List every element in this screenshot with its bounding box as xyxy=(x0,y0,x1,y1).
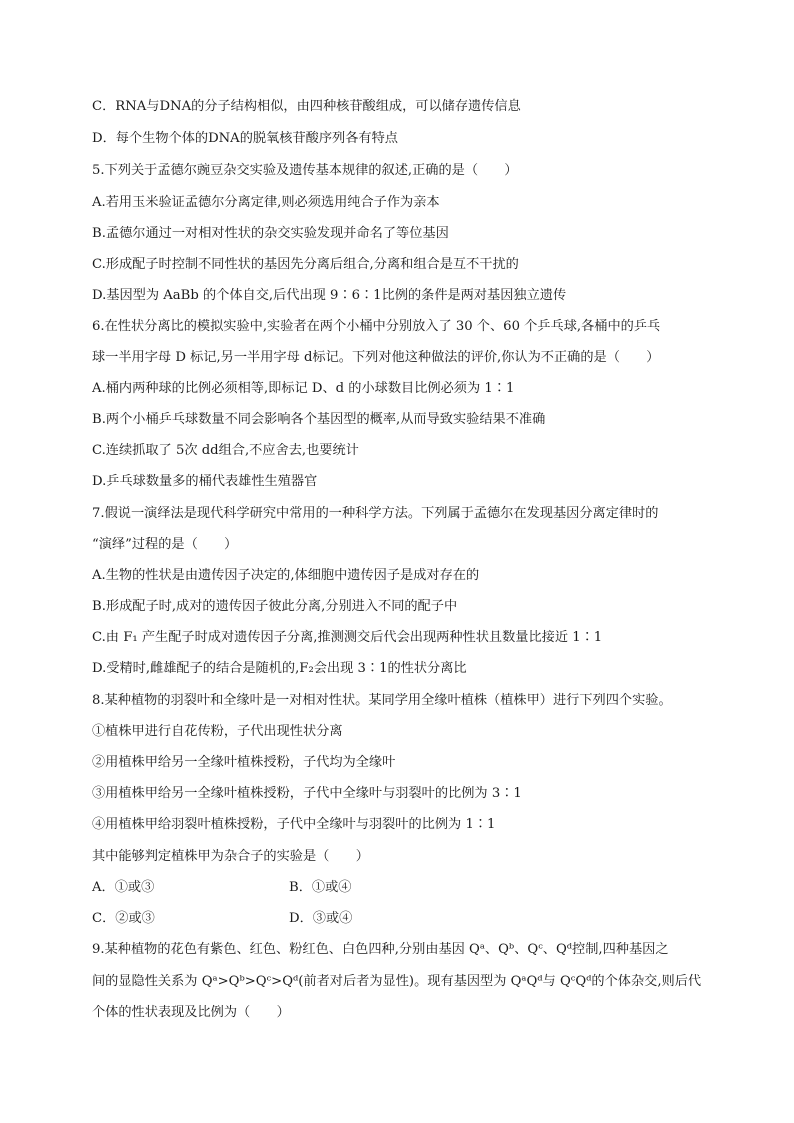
option-c-q6: C.连续抓取了 5次 dd组合,不应舍去,也要统计 xyxy=(92,443,359,458)
question-9-line-1: 9.某种植物的花色有紫色、红色、粉红色、白色四种,分别由基因 Qᵃ、Qᵇ、Qᶜ、Qᵈ控制,四种基因之 xyxy=(92,942,669,957)
option-a-q8: A．①或③ xyxy=(92,880,155,895)
option-d-q5: D.基因型为 AaBb 的个体自交,后代出现 9∶6∶1比例的条件是两对基因独立遗传 xyxy=(92,288,567,303)
option-d-q6: D.乒乓球数量多的桶代表雄性生殖器官 xyxy=(92,474,318,489)
question-5: 5.下列关于孟德尔豌豆杂交实验及遗传基本规律的叙述,正确的是（ ） xyxy=(92,163,518,178)
question-7-line-1: 7.假说一演绎法是现代科学研究中常用的一种科学方法。下列属于孟德尔在发现基因分离定律时的 xyxy=(92,506,659,521)
experiment-2: ②用植株甲给另一全缘叶植株授粉，子代均为全缘叶 xyxy=(92,755,396,770)
question-8-ask: 其中能够判定植株甲为杂合子的实验是（ ） xyxy=(92,849,369,864)
option-b-q8: B．①或④ xyxy=(289,880,352,895)
options-row-cd-q8 xyxy=(92,909,712,929)
option-a-q6: A.桶内两种球的比例必须相等,即标记 D、d 的小球数目比例必须为 1∶1 xyxy=(92,381,515,396)
question-6-line-1: 6.在性状分离比的模拟实验中,实验者在两个小桶中分别放入了 30 个、60 个乒乓球,各桶中的乒乓 xyxy=(92,319,661,334)
option-c-q5: C.形成配子时控制不同性状的基因先分离后组合,分离和组合是互不干扰的 xyxy=(92,257,519,272)
option-d-q8: D．③或④ xyxy=(289,911,353,926)
option-d-q7: D.受精时,雌雄配子的结合是随机的,F₂会出现 3∶1的性状分离比 xyxy=(92,661,467,676)
question-9-line-2: 间的显隐性关系为 Qᵃ>Qᵇ>Qᶜ>Qᵈ(前者对后者为显性)。现有基因型为 QᵃQᵈ与 QᶜQᵈ的个体杂交,则后代 xyxy=(92,974,702,989)
option-d-q4: D．每个生物个体的DNA的脱氧核苷酸序列各有特点 xyxy=(92,131,398,146)
question-7-line-2: “演绎”过程的是（ ） xyxy=(92,537,238,552)
question-6-line-2: 球一半用字母 D 标记,另一半用字母 d标记。下列对他这种做法的评价,你认为不正确的是（ ） xyxy=(92,350,660,365)
question-9-line-3: 个体的性状表现及比例为（ ） xyxy=(92,1005,290,1020)
option-b-q6: B.两个小桶乒乓球数量不同会影响各个基因型的概率,从而导致实验结果不准确 xyxy=(92,412,546,427)
option-a-q7: A.生物的性状是由遗传因子决定的,体细胞中遗传因子是成对存在的 xyxy=(92,568,480,583)
option-b-q5: B.孟德尔通过一对相对性状的杂交实验发现并命名了等位基因 xyxy=(92,226,449,241)
experiment-1: ①植株甲进行自花传粉，子代出现性状分离 xyxy=(92,724,343,739)
option-c-q4: C．RNA与DNA的分子结构相似，由四种核苷酸组成，可以储存遗传信息 xyxy=(92,99,521,114)
experiment-3: ③用植株甲给另一全缘叶植株授粉，子代中全缘叶与羽裂叶的比例为 3∶1 xyxy=(92,786,522,801)
option-a-q5: A.若用玉米验证孟德尔分离定律,则必须选用纯合子作为亲本 xyxy=(92,195,440,210)
option-b-q7: B.形成配子时,成对的遗传因子彼此分离,分别进入不同的配子中 xyxy=(92,599,458,614)
option-c-q7: C.由 F₁ 产生配子时成对遗传因子分离,推测测交后代会出现两种性状且数量比接近 1∶1 xyxy=(92,630,603,645)
options-row-ab-q8 xyxy=(92,878,712,898)
question-8: 8.某种植物的羽裂叶和全缘叶是一对相对性状。某同学用全缘叶植株（植株甲）进行下列四个实验。 xyxy=(92,693,672,708)
experiment-4: ④用植株甲给羽裂叶植株授粉，子代中全缘叶与羽裂叶的比例为 1∶1 xyxy=(92,817,496,832)
option-c-q8: C．②或③ xyxy=(92,911,155,926)
